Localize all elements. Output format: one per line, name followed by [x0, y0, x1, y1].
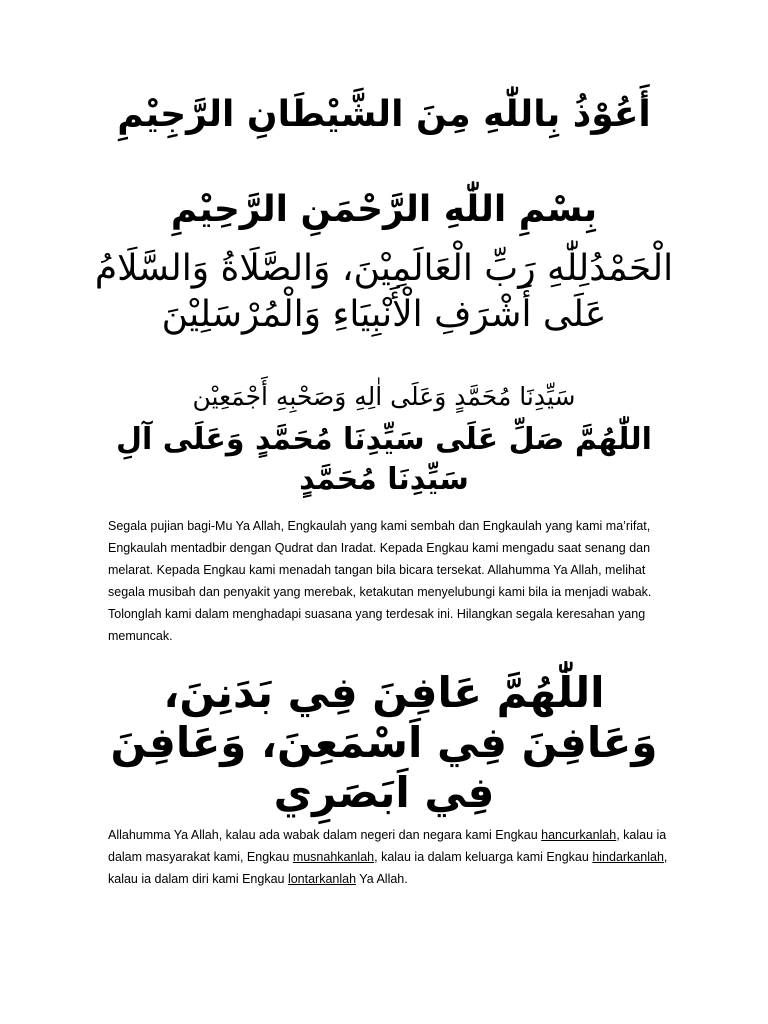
paragraph-praise: Segala pujian bagi-Mu Ya Allah, Engkaulah yang kami sembah dan Engkaulah yang kami ma’rifat, Engkaulah mentadbir dengan Qudrat dan Iradat. Kepada Engkau kami mengadu saat senang dan melarat. Kepada Engkau kami menadah tangan bila bicara tersekat. Allahumma Ya Allah, melihat segala musibah dan penyakit yang merebak, ketakutan menyelubungi kami bila ia menjadi wabak. Tolonglah kami dalam menghadapi suasana yang terdesak ini. Hilangkan segala keresahan yang memuncak. — [108, 519, 652, 643]
paragraph-wabak-text-2: , kalau ia dalam masyarakat kami, Engkau — [108, 828, 667, 864]
paragraph-wabak-text-3: , kalau ia dalam keluarga kami Engkau — [374, 850, 593, 864]
basmalah-heading: بِسْمِ اللّٰهِ الرَّحْمَنِ الرَّحِيْمِ — [170, 189, 598, 230]
taawwudz-heading: أَعُوْذُ بِاللّٰهِ مِنَ الشَّيْطَانِ الرَّجِيْمِ — [117, 94, 651, 135]
shalawat-heading: اللّٰهُمَّ صَلِّ عَلَى سَيِّدِنَا مُحَمَّدٍ وَعَلَى آلِ سَيِّدِنَا مُحَمَّدٍ — [116, 422, 652, 497]
paragraph-wabak — [108, 824, 668, 890]
afini-prayer-heading: اللّٰهُمَّ عَافِنَ فِي بَدَنِنَ، وَعَافِنَ فِي اَسْمَعِنَ، وَعَافِنَ فِي اَبَصَرِي — [110, 668, 658, 817]
underlined-word-lontarkanlah: lontarkanlah — [287, 872, 357, 886]
hamdalah-text: الْحَمْدُلِلّٰهِ رَبِّ الْعَالَمِيْنَ، وَالصَّلَاةُ وَالسَّلَامُ عَلَى أَشْرَفِ الْأَنْبِيَاءِ وَالْمُرْسَلِيْنَ — [94, 248, 674, 335]
paragraph-wabak-text-4: , kalau ia dalam diri kami Engkau — [108, 850, 668, 886]
underlined-word-musnahkanlah: musnahkanlah — [292, 850, 375, 864]
underlined-word-hancurkanlah: hancurkanlah — [541, 828, 617, 842]
underlined-word-hindarkanlah: hindarkanlah — [592, 850, 664, 864]
paragraph-wabak-text-1: Allahumma Ya Allah, kalau ada wabak dalam negeri dan negara kami Engkau — [108, 828, 542, 842]
paragraph-wabak-text-5: Ya Allah. — [356, 872, 408, 886]
sayyidina-text: سَيِّدِنَا مُحَمَّدٍ وَعَلَى اٰلِهِ وَصَحْبِهِ أَجْمَعِيْن — [192, 382, 576, 411]
